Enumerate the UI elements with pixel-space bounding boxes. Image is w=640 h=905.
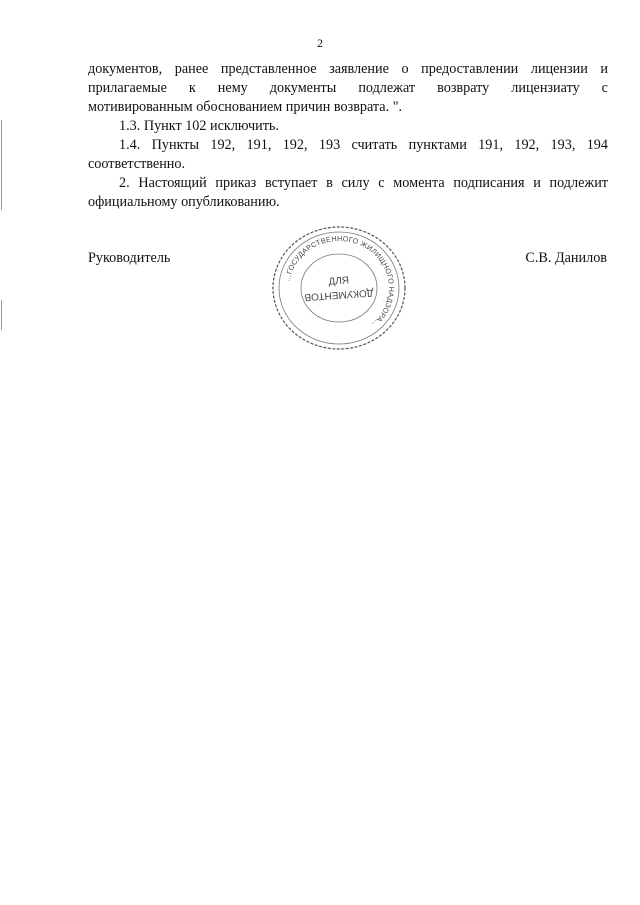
item-1-4-line: 1.4. Пункты 192, 191, 192, 193 считать пунктами 191, 192, 193, 194 [119,137,608,153]
order-text [88,60,608,212]
scan-edge-mark [1,300,2,330]
scan-edge-mark [1,120,2,210]
paragraph-line: документов, ранее представленное заявление о предоставлении лицензии и [88,61,608,77]
item-2-line: 2. Настоящий приказ вступает в силу с момента подписания и подлежит [119,175,608,191]
paragraph-line: прилагаемые к нему документы подлежат возврату лицензиату с [88,80,608,96]
signatory-title: Руководитель [88,250,171,266]
item-1-3: 1.3. Пункт 102 исключить. [119,118,279,134]
stamp-center-line: ДЛЯ [328,275,350,288]
official-stamp [268,222,410,354]
stamp-center-line: ДОКУМЕНТОВ [304,286,374,303]
stamp-ring-text: …ГОСУДАРСТВЕННОГО ЖИЛИЩНОГО НАДЗОРА… [282,233,397,330]
page-number: 2 [317,36,323,50]
signatory-name: С.В. Данилов [525,250,607,266]
item-2-line: официальному опубликованию. [88,194,280,210]
paragraph-line: мотивированным обоснованием причин возврата. ". [88,99,403,115]
item-1-4-line: соответственно. [88,156,186,172]
